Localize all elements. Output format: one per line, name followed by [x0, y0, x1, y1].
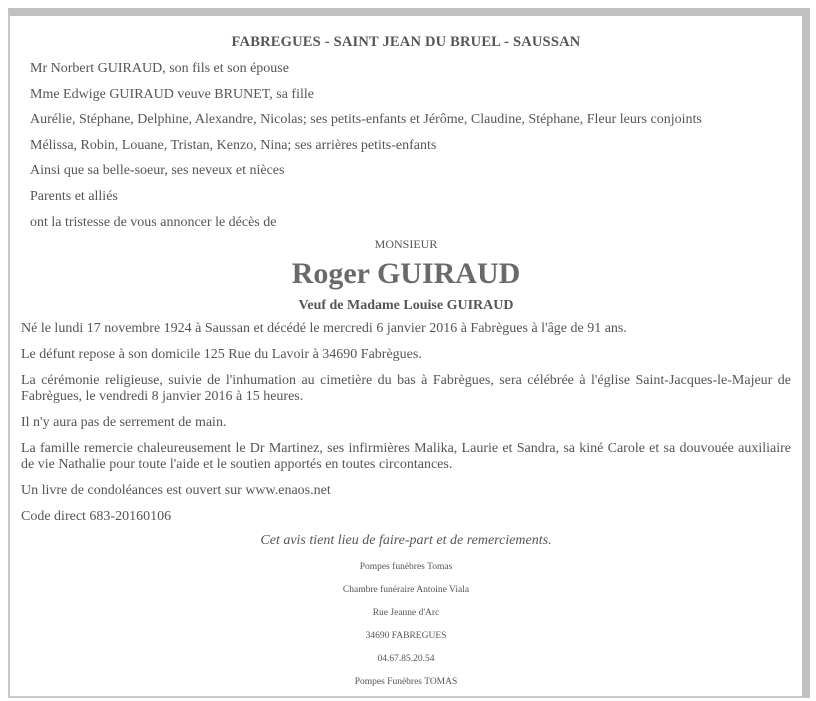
condolence-book-paragraph: Un livre de condoléances est ouvert sur www.enaos.net	[21, 483, 331, 499]
direct-code-paragraph: Code direct 683-20160106	[21, 509, 172, 525]
family-line: Mme Edwige GUIRAUD veuve BRUNET, sa fille	[30, 86, 314, 102]
ceremony-paragraph: La cérémonie religieuse, suivie de l'inhumation au cimetière du bas à Fabrègues, sera célébrée à l'église Saint-Jacques-le-Majeur de Fabrègues, le vendredi 8 janvier 2016 à 15 heures.	[21, 373, 791, 405]
location-header: FABREGUES - SAINT JEAN DU BRUEL - SAUSSAN	[231, 34, 581, 50]
notice-text: Cet avis tient lieu de faire-part et de remerciements.	[260, 533, 552, 549]
family-line: Aurélie, Stéphane, Delphine, Alexandre, Nicolas; ses petits-enfants et Jérôme, Claudine, Stéphane, Fleur leurs conjoints	[30, 112, 702, 128]
family-line: Mélissa, Robin, Louane, Tristan, Kenzo, Nina; ses arrières petits-enfants	[30, 137, 437, 153]
family-line: ont la tristesse de vous annoncer le décès de	[30, 214, 277, 230]
funeral-home-line: Pompes funèbres Tomas	[359, 562, 453, 573]
widow-of: Veuf de Madame Louise GUIRAUD	[298, 298, 514, 314]
family-line: Ainsi que sa belle-soeur, ses neveux et nièces	[30, 163, 285, 179]
obituary-frame	[8, 8, 810, 698]
family-line: Parents et alliés	[30, 188, 118, 204]
funeral-home-block	[21, 556, 791, 694]
funeral-home-line: Pompes Funèbres TOMAS	[354, 677, 458, 688]
funeral-home-line: Rue Jeanne d'Arc	[372, 608, 440, 619]
funeral-home-line: 04.67.85.20.54	[377, 654, 435, 665]
birth-death-paragraph: Né le lundi 17 novembre 1924 à Saussan et décédé le mercredi 6 janvier 2016 à Fabrègues à l'âge de 91 ans.	[21, 321, 627, 337]
obituary-content	[21, 16, 791, 694]
handshake-paragraph: Il n'y aura pas de serrement de main.	[21, 415, 227, 431]
deceased-name: Roger GUIRAUD	[291, 257, 521, 291]
deceased-title: MONSIEUR	[374, 237, 438, 252]
funeral-home-line: Chambre funéraire Antoine Viala	[342, 585, 470, 596]
family-line: Mr Norbert GUIRAUD, son fils et son épouse	[30, 61, 289, 76]
thanks-paragraph: La famille remercie chaleureusement le Dr Martinez, ses infirmières Malika, Laurie et Sandra, sa kiné Carole et sa douvouée auxiliaire de vie Nathalie pour toute l'aide et le soutien apportés en toutes circontances.	[21, 441, 791, 473]
funeral-home-line: 34690 FABREGUES	[365, 631, 447, 642]
repose-paragraph: Le défunt repose à son domicile 125 Rue du Lavoir à 34690 Fabrègues.	[21, 347, 422, 363]
family-list	[21, 56, 791, 235]
